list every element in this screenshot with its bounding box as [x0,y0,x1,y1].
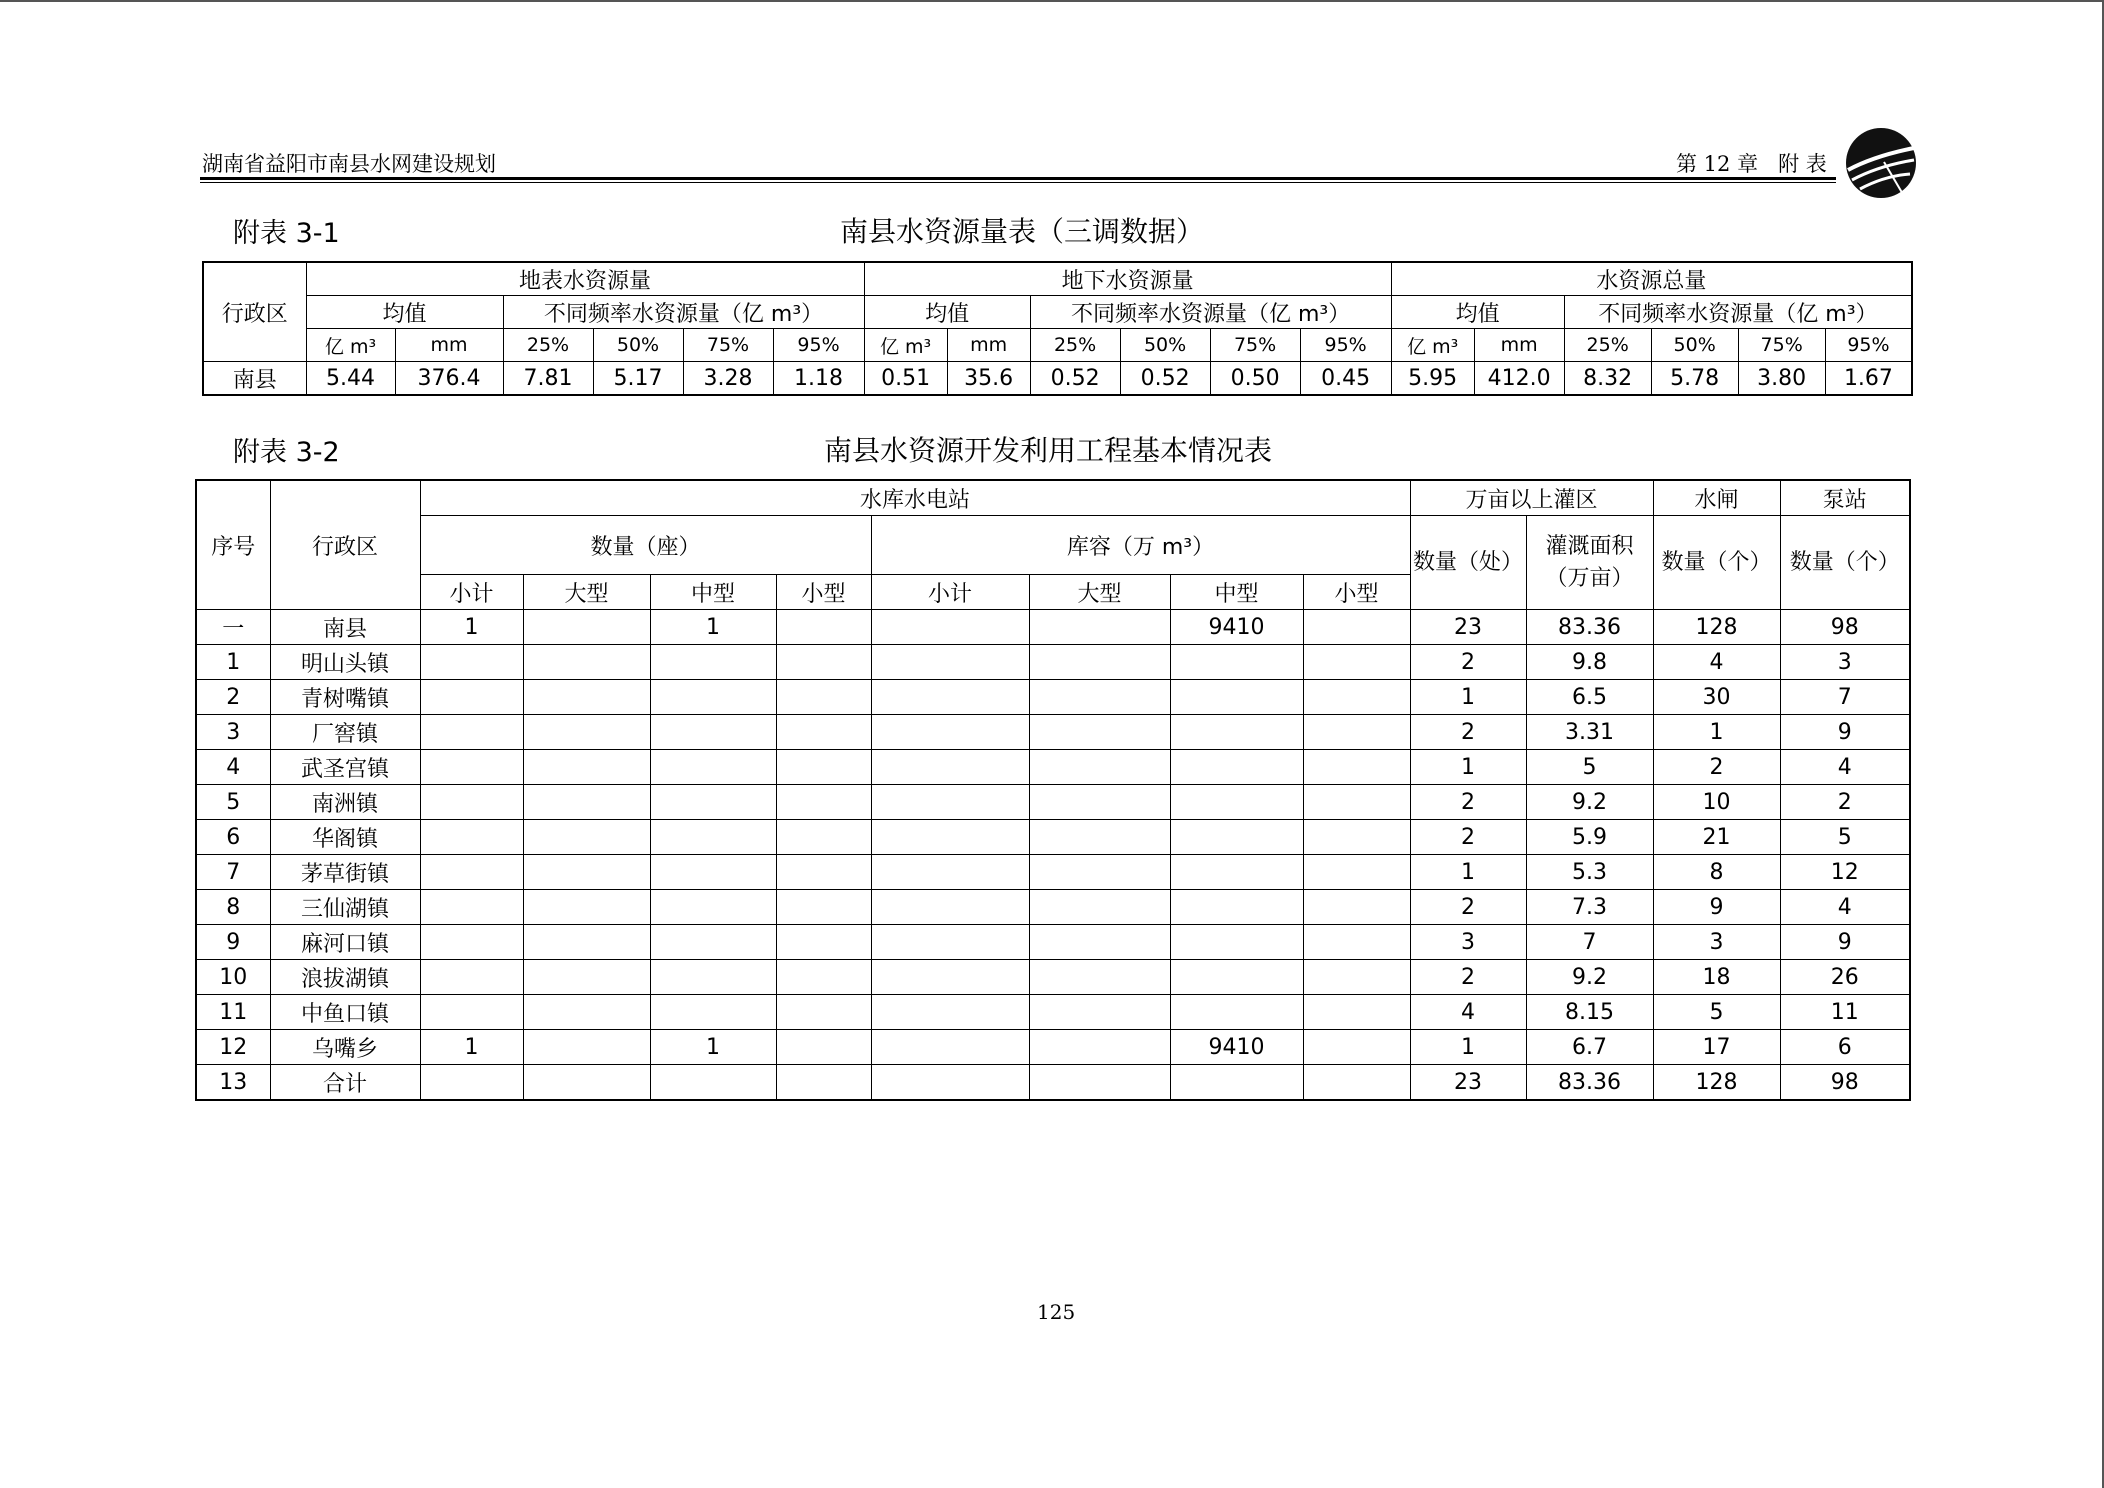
page-frame-top [0,0,2104,2]
value-cell: 3 [1653,925,1780,960]
value-cell: 0.52 [1120,362,1210,396]
value-cell [650,1065,776,1101]
seq-cell: 4 [196,750,270,785]
value-cell [523,995,650,1030]
value-cell [871,995,1029,1030]
unit-cell: 25% [1564,329,1651,362]
value-cell: 4 [1410,995,1526,1030]
region-cell: 厂窖镇 [270,715,420,750]
value-cell [1303,995,1410,1030]
large-header: 大型 [523,575,650,610]
value-cell [776,820,871,855]
value-cell [650,820,776,855]
value-cell: 1 [1653,715,1780,750]
mean-header: 均值 [1391,296,1564,329]
value-cell: 17 [1653,1030,1780,1065]
value-cell: 5.78 [1651,362,1738,396]
unit-cell: 75% [1210,329,1300,362]
region-cell: 武圣宫镇 [270,750,420,785]
value-cell [1303,820,1410,855]
value-cell [1029,890,1170,925]
surface-water-header: 地表水资源量 [306,262,864,296]
value-cell [1303,890,1410,925]
seq-cell: 10 [196,960,270,995]
value-cell: 7.81 [503,362,593,396]
value-cell: 3.80 [1738,362,1825,396]
chapter-label: 第 12 章 附 表 [1676,152,1827,176]
value-cell [1303,925,1410,960]
seq-cell: 3 [196,715,270,750]
value-cell [420,925,523,960]
unit-cell: 亿 m³ [864,329,947,362]
value-cell: 11 [1780,995,1910,1030]
value-cell [776,750,871,785]
value-cell: 7 [1526,925,1653,960]
table-row [196,925,1910,960]
value-cell: 9410 [1170,1030,1303,1065]
value-cell [1170,750,1303,785]
value-cell: 12 [1780,855,1910,890]
seq-cell: 9 [196,925,270,960]
medium-header: 中型 [650,575,776,610]
value-cell [1029,645,1170,680]
value-cell [650,855,776,890]
value-cell [420,995,523,1030]
count-seat-header: 数量（座） [420,516,871,575]
value-cell: 5.95 [1391,362,1474,396]
value-cell: 1 [1410,1030,1526,1065]
seq-header: 序号 [196,480,270,610]
table-row [196,855,1910,890]
value-cell [1029,995,1170,1030]
value-cell: 0.52 [1030,362,1120,396]
value-cell [650,715,776,750]
value-cell [1029,680,1170,715]
table-row [196,610,1910,645]
value-cell: 1 [650,1030,776,1065]
frequency-header: 不同频率水资源量（亿 m³） [1030,296,1391,329]
value-cell [650,890,776,925]
region-cell: 明山头镇 [270,645,420,680]
table-row [196,680,1910,715]
value-cell: 4 [1780,890,1910,925]
table2-number: 附表 3-2 [233,437,340,468]
value-cell [420,645,523,680]
value-cell [871,610,1029,645]
value-cell [1303,855,1410,890]
region-cell: 中鱼口镇 [270,995,420,1030]
table-row [196,1065,1910,1101]
value-cell [420,855,523,890]
region-cell: 青树嘴镇 [270,680,420,715]
value-cell: 2 [1410,715,1526,750]
unit-cell: 50% [1120,329,1210,362]
value-cell: 5.9 [1526,820,1653,855]
region-cell: 乌嘴乡 [270,1030,420,1065]
value-cell: 2 [1410,890,1526,925]
value-cell: 9 [1653,890,1780,925]
value-cell: 0.50 [1210,362,1300,396]
value-cell: 7.3 [1526,890,1653,925]
value-cell: 5.44 [306,362,395,396]
value-cell: 8.15 [1526,995,1653,1030]
unit-cell: 亿 m³ [1391,329,1474,362]
value-cell [776,855,871,890]
value-cell [871,1030,1029,1065]
seq-cell: 2 [196,680,270,715]
value-cell: 3 [1410,925,1526,960]
value-cell: 5 [1780,820,1910,855]
value-cell [420,715,523,750]
value-cell: 2 [1780,785,1910,820]
unit-cell: 75% [1738,329,1825,362]
value-cell: 1 [1410,855,1526,890]
value-cell: 376.4 [395,362,503,396]
region-cell: 南洲镇 [270,785,420,820]
value-cell: 5 [1653,995,1780,1030]
value-cell: 6.5 [1526,680,1653,715]
value-cell [420,1065,523,1101]
value-cell: 5.3 [1526,855,1653,890]
value-cell: 2 [1653,750,1780,785]
value-cell: 2 [1410,820,1526,855]
value-cell [523,890,650,925]
value-cell [871,750,1029,785]
value-cell: 98 [1780,1065,1910,1101]
value-cell [523,715,650,750]
region-cell: 合计 [270,1065,420,1101]
value-cell [871,925,1029,960]
value-cell [523,750,650,785]
unit-cell: 25% [503,329,593,362]
header-rule [200,177,1836,180]
value-cell [523,785,650,820]
value-cell [1303,610,1410,645]
seq-cell: 8 [196,890,270,925]
seq-cell: 5 [196,785,270,820]
value-cell [1303,715,1410,750]
value-cell: 412.0 [1474,362,1564,396]
value-cell: 2 [1410,960,1526,995]
table-row [196,995,1910,1030]
table-row [196,785,1910,820]
value-cell [1029,925,1170,960]
value-cell: 3.28 [683,362,773,396]
value-cell [650,680,776,715]
total-water-header: 水资源总量 [1391,262,1912,296]
unit-cell: 75% [683,329,773,362]
region-cell: 三仙湖镇 [270,890,420,925]
value-cell [871,715,1029,750]
value-cell [1170,995,1303,1030]
table-row [196,750,1910,785]
value-cell: 5 [1526,750,1653,785]
value-cell [1170,785,1303,820]
value-cell [523,925,650,960]
value-cell: 3.31 [1526,715,1653,750]
document-title: 湖南省益阳市南县水网建设规划 [202,152,496,176]
unit-cell: 50% [1651,329,1738,362]
value-cell [523,1065,650,1101]
value-cell: 83.36 [1526,610,1653,645]
value-cell [1303,750,1410,785]
value-cell [776,1030,871,1065]
table-row [196,960,1910,995]
value-cell: 10 [1653,785,1780,820]
value-cell [1029,610,1170,645]
value-cell [1170,645,1303,680]
unit-cell: 95% [1300,329,1391,362]
value-cell: 1 [1410,750,1526,785]
value-cell [1029,1030,1170,1065]
unit-cell: 50% [593,329,683,362]
value-cell: 1 [1410,680,1526,715]
value-cell: 9.2 [1526,785,1653,820]
value-cell: 1 [650,610,776,645]
value-cell: 5.17 [593,362,683,396]
table-row [203,362,1912,396]
value-cell: 8.32 [1564,362,1651,396]
small-header: 小型 [1303,575,1410,610]
value-cell [1029,715,1170,750]
water-resources-table [202,261,1913,396]
subtotal-header: 小计 [420,575,523,610]
value-cell: 1 [420,1030,523,1065]
value-cell [1029,855,1170,890]
unit-cell: 95% [773,329,864,362]
seq-cell: 1 [196,645,270,680]
region-header: 行政区 [203,262,306,362]
value-cell [523,960,650,995]
unit-cell: 95% [1825,329,1912,362]
value-cell [650,925,776,960]
value-cell: 6.7 [1526,1030,1653,1065]
unit-cell: 25% [1030,329,1120,362]
value-cell: 128 [1653,610,1780,645]
value-cell [871,785,1029,820]
value-cell: 9 [1780,715,1910,750]
value-cell [420,820,523,855]
irrigation-header: 万亩以上灌区 [1410,480,1653,516]
value-cell: 128 [1653,1065,1780,1101]
table-row [196,820,1910,855]
value-cell: 3 [1780,645,1910,680]
value-cell [420,960,523,995]
value-cell [776,925,871,960]
logo-icon [1844,126,1918,200]
value-cell [1303,1030,1410,1065]
value-cell [776,645,871,680]
value-cell [1170,715,1303,750]
value-cell: 0.45 [1300,362,1391,396]
value-cell [523,680,650,715]
large-header: 大型 [1029,575,1170,610]
value-cell [1303,645,1410,680]
value-cell: 9.2 [1526,960,1653,995]
value-cell [776,610,871,645]
value-cell [776,960,871,995]
value-cell [776,785,871,820]
value-cell [420,890,523,925]
region-cell: 南县 [203,362,306,396]
value-cell: 4 [1780,750,1910,785]
value-cell [420,750,523,785]
irrigation-area-header: 灌溉面积（万亩） [1526,516,1653,610]
unit-cell: mm [1474,329,1564,362]
value-cell: 26 [1780,960,1910,995]
value-cell: 9410 [1170,610,1303,645]
mean-header: 均值 [864,296,1030,329]
value-cell: 9.8 [1526,645,1653,680]
value-cell [650,785,776,820]
value-cell [1170,890,1303,925]
value-cell [523,820,650,855]
value-cell [871,820,1029,855]
seq-cell: 一 [196,610,270,645]
table-row [196,890,1910,925]
sluice-count-header: 数量（个） [1653,516,1780,610]
table-row [196,715,1910,750]
value-cell: 21 [1653,820,1780,855]
value-cell: 1.18 [773,362,864,396]
value-cell: 6 [1780,1030,1910,1065]
value-cell [523,645,650,680]
value-cell [1303,1065,1410,1101]
capacity-header: 库容（万 m³） [871,516,1410,575]
value-cell: 7 [1780,680,1910,715]
value-cell [776,1065,871,1101]
value-cell [523,855,650,890]
value-cell [871,645,1029,680]
pump-count-header: 数量（个） [1780,516,1910,610]
region-cell: 麻河口镇 [270,925,420,960]
value-cell: 0.51 [864,362,947,396]
frequency-header: 不同频率水资源量（亿 m³） [1564,296,1912,329]
value-cell [420,785,523,820]
value-cell: 4 [1653,645,1780,680]
value-cell: 2 [1410,785,1526,820]
value-cell: 35.6 [947,362,1030,396]
value-cell [420,680,523,715]
value-cell [1170,820,1303,855]
value-cell: 83.36 [1526,1065,1653,1101]
subtotal-header: 小计 [871,575,1029,610]
value-cell: 30 [1653,680,1780,715]
unit-cell: mm [947,329,1030,362]
seq-cell: 12 [196,1030,270,1065]
value-cell [776,890,871,925]
value-cell [1029,785,1170,820]
value-cell [776,995,871,1030]
value-cell [1303,960,1410,995]
seq-cell: 11 [196,995,270,1030]
sluice-header: 水闸 [1653,480,1780,516]
value-cell [776,680,871,715]
table2-title: 南县水资源开发利用工程基本情况表 [824,434,1273,467]
value-cell: 1.67 [1825,362,1912,396]
value-cell [1029,960,1170,995]
value-cell [523,610,650,645]
irrigation-count-header: 数量（处） [1410,516,1526,610]
value-cell [1170,855,1303,890]
water-projects-table [195,479,1911,1101]
value-cell: 1 [420,610,523,645]
frequency-header: 不同频率水资源量（亿 m³） [503,296,864,329]
value-cell [523,1030,650,1065]
mean-header: 均值 [306,296,503,329]
table-row [196,645,1910,680]
table-row [196,1030,1910,1065]
medium-header: 中型 [1170,575,1303,610]
region-cell: 茅草街镇 [270,855,420,890]
seq-cell: 6 [196,820,270,855]
value-cell: 98 [1780,610,1910,645]
value-cell: 2 [1410,645,1526,680]
value-cell [650,960,776,995]
value-cell: 18 [1653,960,1780,995]
seq-cell: 13 [196,1065,270,1101]
value-cell: 9 [1780,925,1910,960]
value-cell [1303,785,1410,820]
value-cell [1170,925,1303,960]
value-cell [871,1065,1029,1101]
unit-cell: mm [395,329,503,362]
reservoir-header: 水库水电站 [420,480,1410,516]
value-cell [1029,820,1170,855]
value-cell [871,960,1029,995]
value-cell [650,750,776,785]
groundwater-header: 地下水资源量 [864,262,1391,296]
value-cell [1170,680,1303,715]
value-cell [871,890,1029,925]
value-cell [1029,750,1170,785]
region-cell: 浪拔湖镇 [270,960,420,995]
value-cell [871,680,1029,715]
value-cell: 23 [1410,610,1526,645]
small-header: 小型 [776,575,871,610]
pump-header: 泵站 [1780,480,1910,516]
value-cell [650,645,776,680]
value-cell [871,855,1029,890]
value-cell: 23 [1410,1065,1526,1101]
seq-cell: 7 [196,855,270,890]
table1-title: 南县水资源量表（三调数据） [840,215,1205,248]
unit-cell: 亿 m³ [306,329,395,362]
value-cell [776,715,871,750]
value-cell: 8 [1653,855,1780,890]
value-cell [650,995,776,1030]
value-cell [1170,960,1303,995]
region-cell: 华阁镇 [270,820,420,855]
value-cell [1170,1065,1303,1101]
table1-number: 附表 3-1 [233,218,340,249]
region-header: 行政区 [270,480,420,610]
header-rule-thin [200,182,1836,183]
value-cell [1303,680,1410,715]
value-cell [1029,1065,1170,1101]
page-number: 125 [1037,1300,1076,1324]
region-cell: 南县 [270,610,420,645]
